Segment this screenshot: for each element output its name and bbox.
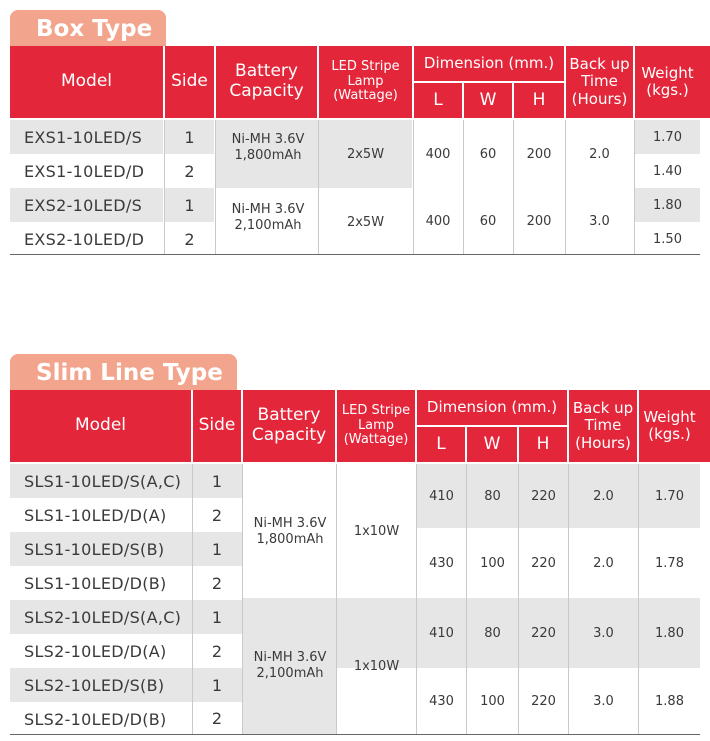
slim-w-3: 80 (484, 625, 501, 641)
slim-h-2: 220 (531, 555, 556, 571)
slim-w-1: 80 (484, 488, 501, 504)
box-model-3: EXS2-10LED/S (24, 196, 143, 215)
slim-header-divider (191, 390, 193, 462)
box-header-l-text: L (433, 89, 443, 110)
slim-weight-4: 1.88 (655, 693, 684, 709)
slim-l-1: 410 (429, 488, 454, 504)
slim-weight-3: 1.80 (655, 625, 684, 641)
box-type-title: Box Type (10, 10, 166, 46)
box-header-divider (633, 46, 635, 118)
box-led-2: 2x5W (346, 214, 385, 230)
slim-h-1: 220 (531, 488, 556, 504)
box-weight-3: 1.80 (653, 197, 682, 213)
slim-header-model-text: Model (74, 415, 127, 436)
box-l-2: 400 (425, 213, 451, 229)
slim-weight-1: 1.70 (655, 488, 684, 504)
box-led-1: 2x5W (346, 146, 385, 162)
box-model-1: EXS1-10LED/S (24, 128, 143, 147)
box-header-divider (317, 46, 319, 118)
slim-header-l (417, 427, 465, 462)
slim-side-6: 2 (211, 641, 223, 661)
slim-l-2: 430 (429, 555, 454, 571)
box-header-divider (214, 46, 216, 118)
box-h-1: 200 (526, 146, 552, 162)
box-backup-2: 3.0 (589, 213, 610, 229)
box-h-2: 200 (526, 213, 552, 229)
box-battery-1: Ni-MH 3.6V 1,800mAh (231, 132, 305, 163)
slim-side-8: 2 (211, 708, 223, 728)
slim-model-5: SLS2-10LED/S(A,C) (24, 608, 182, 627)
box-header-divider (462, 83, 464, 118)
slim-w-4: 100 (480, 693, 505, 709)
box-side-1: 1 (184, 127, 195, 147)
slim-side-3: 1 (211, 539, 223, 559)
slim-model-3: SLS1-10LED/S(B) (24, 540, 165, 559)
slim-backup-4: 3.0 (593, 693, 614, 709)
slim-header-dimension (417, 390, 567, 425)
slim-header-battery-text: Battery Capacity (251, 405, 327, 445)
box-side-4: 2 (184, 229, 195, 249)
slim-header-weight (639, 390, 700, 462)
box-header-backup-text: Back up Time (Hours) (569, 55, 630, 108)
box-header-l (414, 83, 462, 118)
slim-header-w-text: W (483, 433, 501, 454)
box-header-battery-text: Battery Capacity (229, 61, 304, 101)
box-header-model-text: Model (60, 71, 113, 92)
slim-header-divider (335, 390, 337, 462)
box-header-h-text: H (532, 89, 546, 110)
slim-backup-3: 3.0 (593, 625, 614, 641)
box-w-1: 60 (479, 146, 497, 162)
slim-side-4: 2 (211, 573, 223, 593)
box-header-model (10, 46, 163, 118)
slim-type-title: Slim Line Type (10, 354, 237, 390)
slim-battery-1: Ni-MH 3.6V 1,800mAh (253, 516, 327, 547)
slim-backup-1: 2.0 (593, 488, 614, 504)
box-header-divider (163, 46, 165, 118)
box-weight-2: 1.40 (653, 163, 682, 179)
box-header-w-text: W (479, 89, 497, 110)
box-header-divider (564, 46, 566, 118)
slim-header-divider (517, 427, 519, 462)
slim-header-led-text: LED Stripe Lamp (Wattage) (341, 402, 411, 448)
slim-header-divider (637, 390, 639, 462)
slim-side-5: 1 (211, 607, 223, 627)
box-weight-4: 1.50 (653, 231, 682, 247)
slim-header-weight-text: Weight (kgs.) (643, 407, 696, 443)
box-header-w (464, 83, 512, 118)
box-w-2: 60 (479, 213, 497, 229)
slim-header-backup-text: Back up Time (Hours) (572, 399, 634, 452)
slim-h-3: 220 (531, 625, 556, 641)
box-header-weight-text: Weight (kgs.) (641, 63, 694, 99)
box-backup-1: 2.0 (589, 146, 610, 162)
slim-side-1: 1 (211, 471, 223, 491)
slim-w-2: 100 (480, 555, 505, 571)
slim-header-side (193, 390, 241, 462)
box-header-divider (512, 83, 514, 118)
slim-model-7: SLS2-10LED/S(B) (24, 676, 165, 695)
box-header-led-text: LED Stripe Lamp (Wattage) (331, 58, 400, 104)
slim-header-led (337, 390, 415, 462)
slim-header-h (519, 427, 567, 462)
box-side-3: 1 (184, 195, 195, 215)
box-header-backup (566, 46, 633, 118)
slim-l-3: 410 (429, 625, 454, 641)
slim-header-h-text: H (536, 433, 550, 454)
box-header-dimension-text: Dimension (mm.) (423, 53, 555, 72)
slim-header-dimension-text: Dimension (mm.) (426, 397, 558, 416)
slim-model-6: SLS2-10LED/D(A) (24, 642, 167, 661)
box-header-h (514, 83, 564, 118)
box-model-4: EXS2-10LED/D (24, 230, 145, 249)
slim-model-2: SLS1-10LED/D(A) (24, 506, 167, 525)
slim-model-1: SLS1-10LED/S(A,C) (24, 472, 182, 491)
slim-model-4: SLS1-10LED/D(B) (24, 574, 167, 593)
box-bottom-rule (10, 254, 700, 255)
box-header-led (319, 46, 412, 118)
slim-header-divider (241, 390, 243, 462)
slim-header-side-text: Side (198, 415, 236, 436)
slim-backup-2: 2.0 (593, 555, 614, 571)
slim-h-4: 220 (531, 693, 556, 709)
slim-led-1: 1x10W (353, 523, 400, 539)
slim-model-8: SLS2-10LED/D(B) (24, 710, 167, 729)
box-header-divider (414, 81, 564, 83)
slim-grid-line (242, 464, 243, 734)
slim-l-4: 430 (429, 693, 454, 709)
box-grid-line (215, 120, 216, 254)
box-header-battery (216, 46, 317, 118)
slim-header-divider (465, 427, 467, 462)
box-header-side-text: Side (171, 71, 208, 92)
slim-header-l-text: L (436, 433, 446, 454)
box-weight-1: 1.70 (653, 129, 682, 145)
slim-header-divider (567, 390, 569, 462)
slim-side-2: 2 (211, 505, 223, 525)
box-battery-2: Ni-MH 3.6V 2,100mAh (231, 202, 305, 233)
slim-bottom-rule (10, 734, 700, 735)
box-side-2: 2 (184, 161, 195, 181)
slim-header-model (10, 390, 191, 462)
box-header-dimension (414, 46, 564, 81)
slim-weight-2: 1.78 (655, 555, 684, 571)
slim-header-w (467, 427, 517, 462)
box-l-1: 400 (425, 146, 451, 162)
slim-led-2: 1x10W (353, 658, 400, 674)
slim-side-7: 1 (211, 675, 223, 695)
slim-battery-2: Ni-MH 3.6V 2,100mAh (253, 650, 327, 681)
box-header-side (165, 46, 214, 118)
slim-header-backup (569, 390, 637, 462)
box-header-weight (635, 46, 700, 118)
box-model-2: EXS1-10LED/D (24, 162, 145, 181)
slim-header-battery (243, 390, 335, 462)
slim-header-divider (417, 425, 567, 427)
